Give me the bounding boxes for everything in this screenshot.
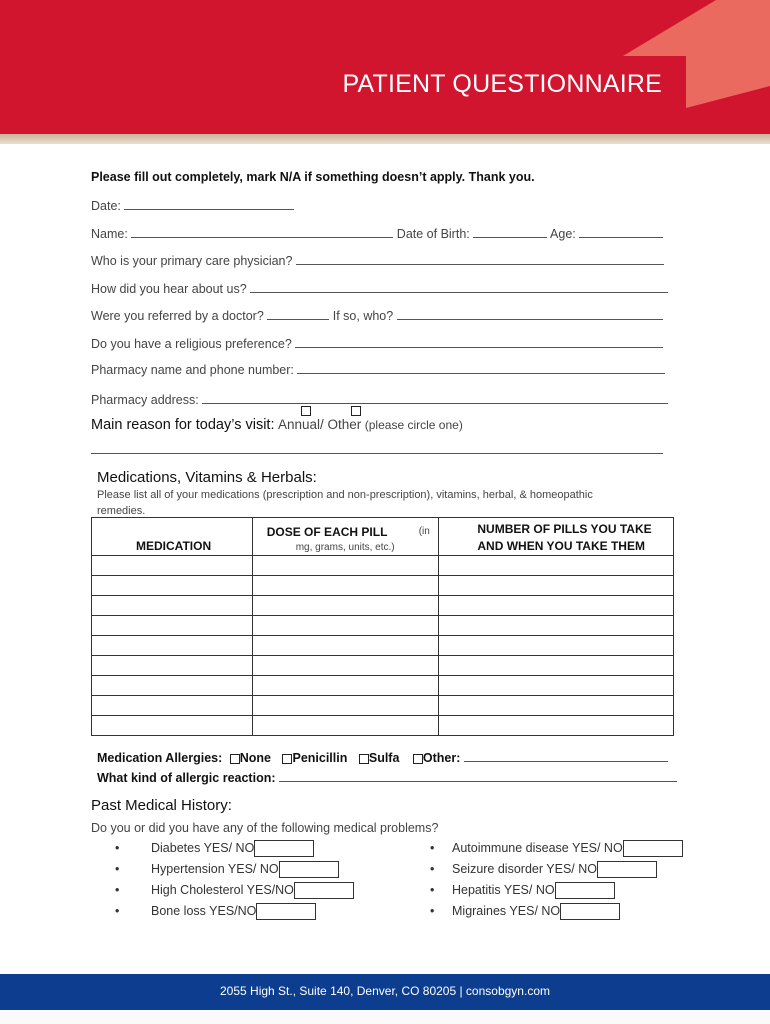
allergy-label: Medication Allergies: [97, 751, 223, 765]
dose-cell[interactable] [252, 636, 439, 656]
dose-col-sub: mg, grams, units, etc.) [295, 542, 395, 553]
table-header-row [92, 518, 674, 556]
dose-col-label: DOSE OF EACH PILL [266, 525, 388, 539]
pills-cell[interactable] [439, 636, 674, 656]
allergy-row [97, 750, 668, 765]
name-blank[interactable] [131, 226, 393, 238]
date-field[interactable] [91, 198, 294, 213]
hepatitis-answer-box[interactable] [555, 882, 615, 899]
bullet: • [430, 861, 435, 876]
dose-col-header [252, 518, 439, 556]
history-question: Do you or did you have any of the following medical problems? [91, 821, 439, 835]
hear-blank[interactable] [250, 281, 668, 293]
pills-col-label-2: AND WHEN YOU TAKE THEM [477, 539, 645, 553]
visit-hint: (please circle one) [364, 418, 463, 432]
date-label: Date: [91, 199, 121, 213]
table-row [92, 596, 674, 616]
medications-description-1: Please list all of your medications (prescription and non-prescription), vitamins, herbal, & homeopathic [97, 489, 593, 501]
history-item-seizure [430, 861, 657, 878]
sulfa-label: Sulfa [368, 751, 400, 765]
pills-col-label-1: NUMBER OF PILLS YOU TAKE [477, 522, 652, 536]
dose-cell[interactable] [252, 556, 439, 576]
medication-cell[interactable] [92, 676, 253, 696]
history-item-autoimmune [430, 840, 683, 857]
physician-row [91, 253, 664, 268]
dob-blank[interactable] [473, 226, 547, 238]
medication-cell[interactable] [92, 696, 253, 716]
bone-loss-answer-box[interactable] [256, 903, 316, 920]
date-blank[interactable] [124, 198, 294, 210]
history-item-label: Bone loss YES/NO [151, 903, 257, 918]
medications-title: Medications, Vitamins & Herbals: [97, 469, 317, 486]
footer-address: 2055 High St., Suite 140, Denver, CO 80205 | consobgyn.com [220, 984, 550, 998]
cholesterol-answer-box[interactable] [294, 882, 354, 899]
hypertension-answer-box[interactable] [279, 861, 339, 878]
penicillin-checkbox[interactable] [282, 754, 292, 764]
bullet: • [115, 861, 120, 876]
history-item-label: Hypertension YES/ NO [151, 861, 279, 876]
medication-cell[interactable] [92, 576, 253, 596]
medication-cell[interactable] [92, 636, 253, 656]
footer-margin [0, 1010, 770, 1024]
history-title: Past Medical History: [91, 797, 232, 814]
other-allergy-checkbox[interactable] [413, 754, 423, 764]
pharmacy-name-row [91, 362, 665, 377]
table-row [92, 716, 674, 736]
name-row [91, 226, 663, 241]
reaction-label: What kind of allergic reaction: [97, 771, 276, 785]
dose-cell[interactable] [252, 576, 439, 596]
diabetes-answer-box[interactable] [254, 840, 314, 857]
religious-label: Do you have a religious preference? [91, 337, 292, 351]
sulfa-checkbox[interactable] [359, 754, 369, 764]
reaction-blank[interactable] [279, 770, 677, 782]
medication-cell[interactable] [92, 556, 253, 576]
dose-cell[interactable] [252, 716, 439, 736]
page-title: PATIENT QUESTIONNAIRE [342, 70, 662, 98]
pharmacy-name-blank[interactable] [297, 362, 665, 374]
pills-col-header [439, 518, 674, 556]
other-allergy-label: Other: [422, 751, 461, 765]
pills-cell[interactable] [439, 616, 674, 636]
pharmacy-address-row [91, 392, 668, 407]
table-row [92, 696, 674, 716]
pharmacy-address-blank[interactable] [202, 392, 668, 404]
header-banner [0, 0, 770, 134]
table-row [92, 616, 674, 636]
history-item-hypertension [115, 861, 339, 878]
migraines-answer-box[interactable] [560, 903, 620, 920]
referred-blank[interactable] [267, 308, 329, 320]
dose-cell[interactable] [252, 676, 439, 696]
visit-label: Main reason for today’s visit: [91, 417, 275, 433]
pharmacy-address-label: Pharmacy address: [91, 393, 199, 407]
referred-label: Were you referred by a doctor? [91, 309, 264, 323]
history-item-label: High Cholesterol YES/NO [151, 882, 294, 897]
medication-cell[interactable] [92, 596, 253, 616]
header-band [0, 134, 770, 144]
history-item-cholesterol [115, 882, 354, 899]
penicillin-label: Penicillin [292, 751, 348, 765]
age-blank[interactable] [579, 226, 663, 238]
table-row [92, 656, 674, 676]
history-item-label: Diabetes YES/ NO [151, 840, 255, 855]
pills-cell[interactable] [439, 656, 674, 676]
table-row [92, 576, 674, 596]
history-item-bone-loss [115, 903, 316, 920]
dose-col-in: (in [418, 526, 430, 537]
table-row [92, 556, 674, 576]
pills-cell[interactable] [439, 576, 674, 596]
medication-table [91, 517, 674, 736]
none-label: None [239, 751, 271, 765]
ribbon-decoration [0, 0, 770, 134]
pills-cell[interactable] [439, 676, 674, 696]
dose-cell[interactable] [252, 656, 439, 676]
bullet: • [430, 903, 435, 918]
dob-label: Date of Birth: [396, 227, 470, 241]
other-allergy-blank[interactable] [464, 750, 668, 762]
bullet: • [115, 882, 120, 897]
religious-row [91, 336, 663, 351]
autoimmune-answer-box[interactable] [623, 840, 683, 857]
pharmacy-name-label: Pharmacy name and phone number: [91, 363, 294, 377]
hear-label: How did you hear about us? [91, 282, 247, 296]
other-checkbox[interactable] [351, 406, 361, 416]
medication-cell[interactable] [92, 616, 253, 636]
history-item-hepatitis [430, 882, 615, 899]
bullet: • [430, 840, 435, 855]
none-checkbox[interactable] [230, 754, 240, 764]
physician-blank[interactable] [296, 253, 664, 265]
medications-description-2: remedies. [97, 505, 146, 517]
table-row [92, 676, 674, 696]
annual-checkbox[interactable] [301, 406, 311, 416]
medication-cell[interactable] [92, 656, 253, 676]
name-label: Name: [91, 227, 128, 241]
if-so-blank[interactable] [397, 308, 663, 320]
visit-options[interactable]: Annual/ Other [277, 417, 362, 432]
pills-cell[interactable] [439, 696, 674, 716]
history-item-label: Hepatitis YES/ NO [452, 882, 555, 897]
history-item-label: Seizure disorder YES/ NO [452, 861, 597, 876]
intro-text: Please fill out completely, mark N/A if something doesn’t apply. Thank you. [91, 170, 535, 184]
religious-blank[interactable] [295, 336, 663, 348]
dose-cell[interactable] [252, 696, 439, 716]
history-item-migraines [430, 903, 620, 920]
dose-cell[interactable] [252, 616, 439, 636]
footer-bar [0, 974, 770, 1010]
seizure-answer-box[interactable] [597, 861, 657, 878]
pills-cell[interactable] [439, 556, 674, 576]
visit-reason-line[interactable] [91, 453, 663, 454]
hear-row [91, 281, 668, 296]
referred-row [91, 308, 663, 323]
medication-col-label: MEDICATION [136, 539, 212, 553]
history-item-label: Migraines YES/ NO [452, 903, 561, 918]
bullet: • [115, 903, 120, 918]
medication-col-header [92, 518, 253, 556]
history-item-diabetes [115, 840, 314, 857]
bullet: • [430, 882, 435, 897]
if-so-label: If so, who? [332, 309, 394, 323]
reaction-row [97, 770, 677, 785]
pills-cell[interactable] [439, 716, 674, 736]
history-item-label: Autoimmune disease YES/ NO [452, 840, 623, 855]
medication-cell[interactable] [92, 716, 253, 736]
age-label: Age: [550, 227, 576, 241]
table-row [92, 636, 674, 656]
pills-cell[interactable] [439, 596, 674, 616]
bullet: • [115, 840, 120, 855]
physician-label: Who is your primary care physician? [91, 254, 293, 268]
visit-row [91, 417, 463, 433]
dose-cell[interactable] [252, 596, 439, 616]
